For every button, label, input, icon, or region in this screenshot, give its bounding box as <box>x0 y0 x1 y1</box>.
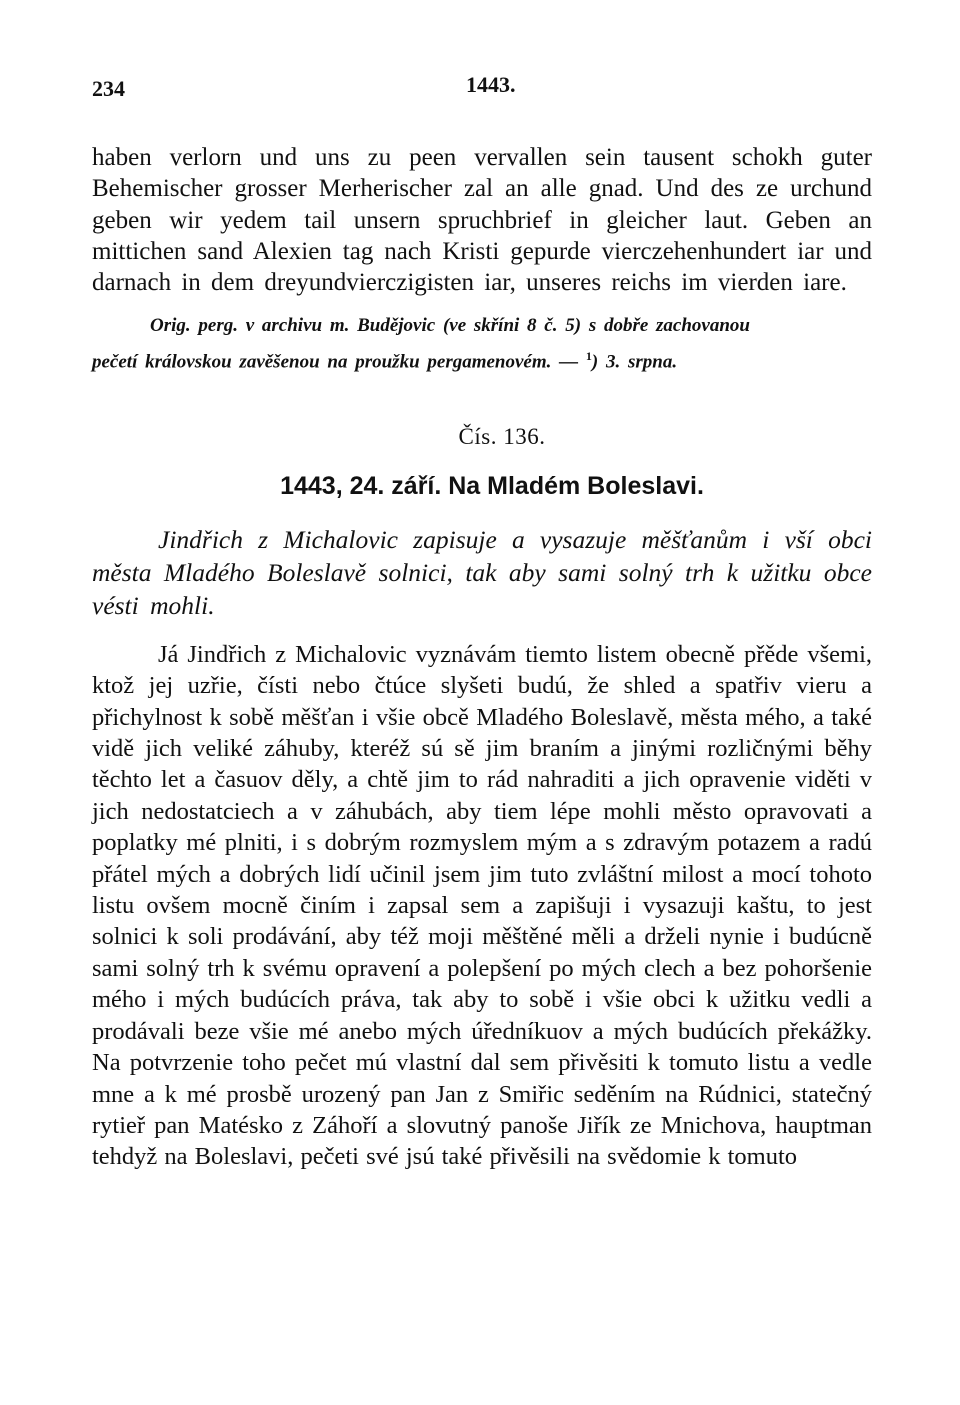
running-head-year: 1443. <box>466 72 516 97</box>
source-note-line1: Orig. perg. v archivu m. Budějovic (ve skříni 8 č. 5) s dobře zachovanou <box>150 315 751 337</box>
document-regest <box>92 523 872 622</box>
page-number: 234 <box>92 76 125 101</box>
source-note-line2-text: pečetí královskou zavěšenou na proužku pergamenovém. — <box>92 351 579 373</box>
source-note <box>92 311 872 377</box>
source-note-line2 <box>92 341 872 377</box>
footnote-mark: 1 <box>585 349 592 364</box>
source-note-date: ) 3. srpna. <box>591 351 678 373</box>
document-body: Já Jindřich z Michalovic vyznávám tiemto listem obecně přěde všemi, ktož jej uzřie, čísti nebo čtúce slyšeti budú, že shled a spatřiv vieru a přichylnost k sobě měšťan i všie obcě Mladého Boleslavě, města mého, a také vidě jich veliké záhuby, kteréž sú sě jim braním a jinými rozličnými běhy těchto let a časuov děly, a chtě jim to rád nahraditi a jich opravenie viděti v jich nedostatciech a v záhubách, aby tiem lépe mohli město opravovati a poplatky mé plniti, i s dobrým rozmyslem mým a s zdravým potazem a radú přátel mých a dobrých lidí učinil jsem jim tuto zvláštní milost a mocí tohoto listu ovšem mocně činím i zapsal sem a zapišuji i vysazuji kaštu, to jest solnici k soli prodávání, aby též moji měštěné měli a drželi nynie i budúcně sami solný trh k svému opravení a polepšení po mých clech a bez pohoršenie mého i mých budúcích práva, tak aby to sobě i všie obci k užitku vedli a prodávali beze všie mé anebo mých úředníkuov a mých budúcích překážky. Na potvrzenie toho pečet mú vlastní dal sem přivěsiti k tomuto listu a vedle mne a k mé prosbě urozený pan Jan z Smiřic seděním na Rúdnici, statečný rytieř pan Matésko z Záhoří a slovutný panoše Jiřík ze Mnichova, hauptman tehdyž na Boleslavi, pečeti své jsú také přivěsili na svědomie k tomuto <box>92 640 872 1171</box>
running-head <box>92 72 872 106</box>
document-heading: 1443, 24. září. Na Mladém Boleslavi. <box>280 471 704 500</box>
book-page <box>92 72 872 1173</box>
regest-text: Jindřich z Michalovic zapisuje a vysazuje měšťanům i vší obci města Mladého Boleslavě solnici, tak aby sami solný trh k užitku obce vésti mohli. <box>92 524 872 620</box>
document-number: Čís. 136. <box>458 423 546 449</box>
previous-charter-text: haben verlorn und uns zu peen vervallen sein tausent schokh guter Behemischer grosser Merherischer zal an alle gnad. Und des ze urchund geben wir yedem tail unsern spruchbrief in gleicher laut. Geben an mittichen sand Alexien tag nach Kristi gepurde vierczehenhundert iar und darnach in dem dreyundvierczigisten iar, unseres reichs im vierden iare. <box>92 144 872 297</box>
